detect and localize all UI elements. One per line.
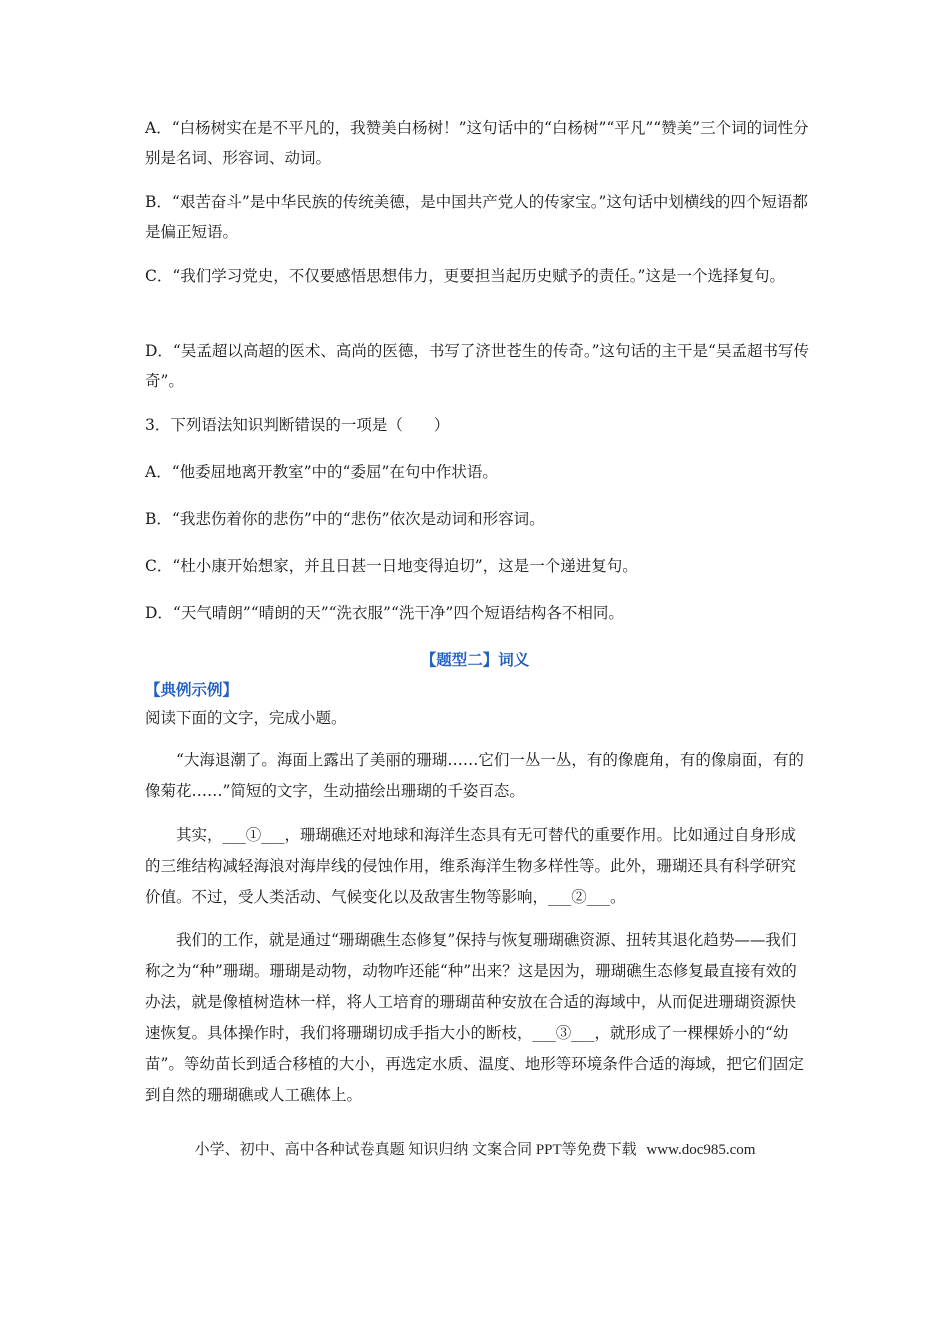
passage-paragraph-3: 我们的工作，就是通过“珊瑚礁生态修复”保持与恢复珊瑚礁资源、扭转其退化趋势——我们称之为“种”珊瑚。珊瑚是动物，动物咋还能“种”出来？这是因为，珊瑚礁生态修复最直接有效的办法，就是像植树造林一样，将人工培育的珊瑚苗种安放在合适的海域中，从而促进珊瑚资源快速恢复。具体操作时，我们将珊瑚切成手指大小的断枝，___③___，就形成了一棵棵娇小的“幼苗”。等幼苗长到适合移植的大小，再选定水质、温度、地形等环境条件合适的海域，把它们固定到自然的珊瑚礁或人工礁体上。: [145, 931, 804, 1104]
footer: [0, 1138, 950, 1159]
section-title: 【题型二】词义: [420, 651, 530, 669]
q3-option-c: C．“杜小康开始想家，并且日甚一日地变得迫切”，这是一个递进复句。: [145, 557, 638, 575]
footer-text: 小学、初中、高中各种试卷真题 知识归纳 文案合同 PPT等免费下载: [194, 1142, 637, 1158]
q2-option-a: A．“白杨树实在是不平凡的，我赞美白杨树！”这句话中的“白杨树”“平凡”“赞美”三个词的词性分别是名词、形容词、动词。: [145, 119, 809, 167]
q2-option-c: C．“我们学习党史，不仅要感悟思想伟力，更要担当起历史赋予的责任。”这是一个选择复句。: [145, 267, 785, 285]
reading-instruction: 阅读下面的文字，完成小题。: [145, 709, 347, 727]
passage-paragraph-1: “大海退潮了。海面上露出了美丽的珊瑚……它们一丛一丛，有的像鹿角，有的像扇面，有的像菊花……”简短的文字，生动描绘出珊瑚的千姿百态。: [145, 751, 804, 800]
q2-option-b: B．“艰苦奋斗”是中华民族的传统美德，是中国共产党人的传家宝。”这句话中划横线的四个短语都是偏正短语。: [145, 193, 808, 241]
passage-paragraph-2: 其实，___①___，珊瑚礁还对地球和海洋生态具有无可替代的重要作用。比如通过自身形成的三维结构减轻海浪对海岸线的侵蚀作用，维系海洋生物多样性等。此外，珊瑚还具有科学研究价值。不过，受人类活动、气候变化以及敌害生物等影响，___②___。: [145, 826, 797, 906]
q2-option-d: D．“吴孟超以高超的医术、高尚的医德，书写了济世苍生的传奇。”这句话的主干是“吴孟超书写传奇”。: [145, 342, 809, 390]
example-label: 【典例示例】: [145, 681, 239, 699]
q3-option-b: B．“我悲伤着你的悲伤”中的“悲伤”依次是动词和形容词。: [145, 510, 545, 528]
footer-url: www.doc985.com: [646, 1142, 756, 1158]
q3-stem: 3．下列语法知识判断错误的一项是（ ）: [145, 416, 450, 434]
q3-option-a: A．“他委屈地离开教室”中的“委屈”在句中作状语。: [145, 463, 498, 481]
q3-option-d: D．“天气晴朗”“晴朗的天”“洗衣服”“洗干净”四个短语结构各不相同。: [145, 604, 624, 622]
